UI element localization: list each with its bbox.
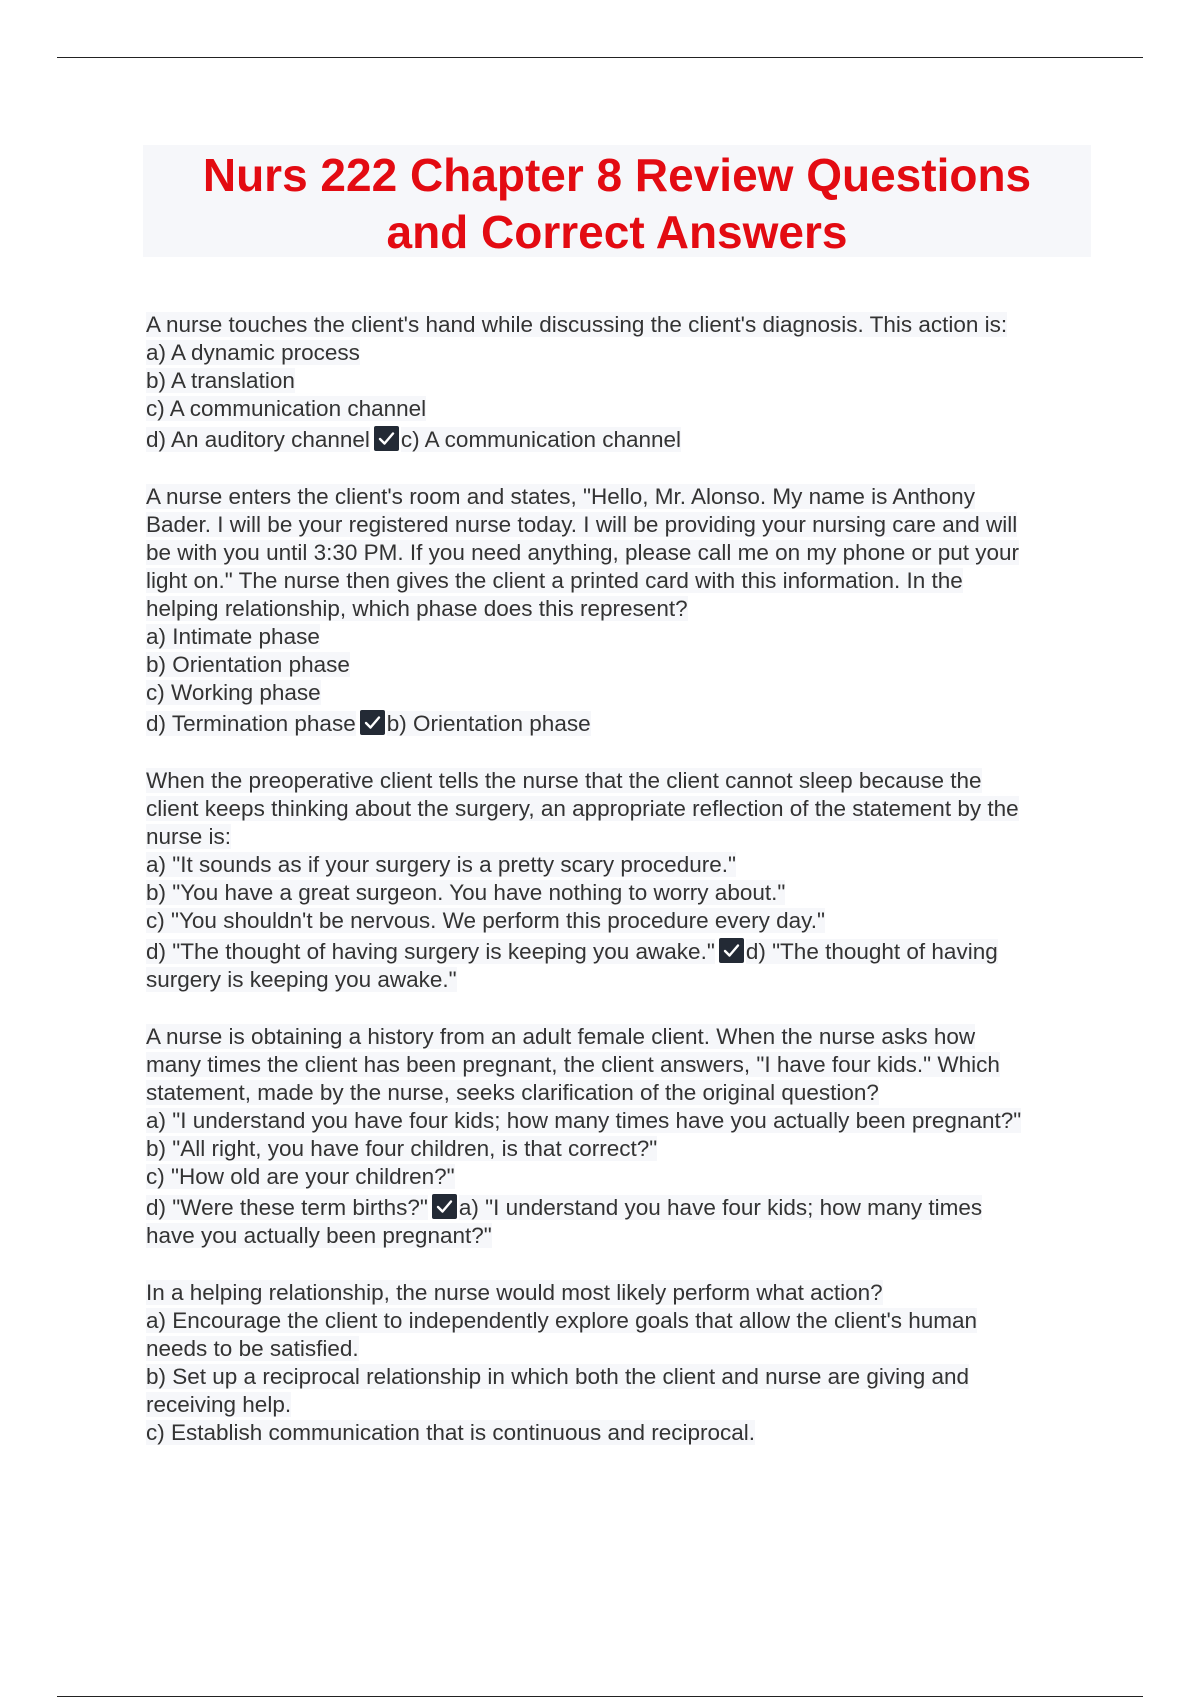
question-stem-line (146, 483, 1096, 511)
page-title (143, 145, 1091, 261)
question-block (146, 1023, 1096, 1250)
answer-option-text: c) "You shouldn't be nervous. We perform this procedure every day." (146, 908, 825, 933)
question-stem-text: When the preoperative client tells the nurse that the client cannot sleep because the (146, 768, 982, 793)
question-stem-line (146, 795, 1096, 823)
answer-option (146, 339, 1096, 367)
question-stem-line (146, 511, 1096, 539)
answer-option-text: d) "The thought of having surgery is keeping you awake." (146, 939, 715, 964)
title-line-2: and Correct Answers (386, 206, 848, 258)
answer-option-with-key (146, 426, 1096, 454)
question-stem-line (146, 567, 1096, 595)
question-stem-line (146, 539, 1096, 567)
answer-option (146, 1419, 1096, 1447)
answer-option (146, 1307, 1096, 1335)
questions-list (146, 311, 1096, 1476)
correct-answer-text: a) "I understand you have four kids; how many times (458, 1195, 983, 1220)
question-stem-text: be with you until 3:30 PM. If you need anything, please call me on my phone or put your (146, 540, 1020, 565)
answer-option-text: b) "All right, you have four children, is that correct?" (146, 1136, 658, 1161)
checkmark-icon (432, 1194, 457, 1219)
answer-option-text: b) Orientation phase (146, 652, 350, 677)
answer-option (146, 1363, 1096, 1391)
answer-option-with-key (146, 710, 1096, 738)
answer-option (146, 907, 1096, 935)
question-stem-line (146, 1279, 1096, 1307)
answer-option (146, 395, 1096, 423)
correct-answer-text: d) "The thought of having (745, 939, 998, 964)
question-stem-line (146, 1023, 1096, 1051)
correct-answer-text: c) A communication channel (400, 427, 682, 452)
answer-option-text: b) Set up a reciprocal relationship in which both the client and nurse are giving and (146, 1364, 969, 1389)
question-stem-text: A nurse is obtaining a history from an adult female client. When the nurse asks how (146, 1024, 976, 1049)
header-rule (57, 57, 1143, 58)
question-stem-text: In a helping relationship, the nurse would most likely perform what action? (146, 1280, 883, 1305)
answer-option (146, 679, 1096, 707)
question-stem-text: client keeps thinking about the surgery, an appropriate reflection of the statement by the (146, 796, 1019, 821)
answer-option-with-key (146, 938, 1096, 966)
answer-option (146, 623, 1096, 651)
answer-option-with-key (146, 1194, 1096, 1222)
question-stem-line (146, 311, 1096, 339)
question-stem-line (146, 1079, 1096, 1107)
answer-option-text: c) "How old are your children?" (146, 1164, 455, 1189)
question-stem-text: statement, made by the nurse, seeks clarification of the original question? (146, 1080, 879, 1105)
answer-option-text: b) A translation (146, 368, 295, 393)
question-stem-text: A nurse touches the client's hand while discussing the client's diagnosis. This action is: (146, 312, 1008, 337)
correct-answer-text: surgery is keeping you awake." (146, 967, 457, 992)
answer-option-text: a) "I understand you have four kids; how many times have you actually been pregnant?" (146, 1108, 1022, 1133)
answer-option (146, 879, 1096, 907)
answer-option-text: b) "You have a great surgeon. You have nothing to worry about." (146, 880, 786, 905)
question-stem-text: many times the client has been pregnant, the client answers, "I have four kids." Which (146, 1052, 1000, 1077)
checkmark-icon (719, 938, 744, 963)
footer-rule (57, 1696, 1143, 1697)
question-stem-text: Bader. I will be your registered nurse today. I will be providing your nursing care and will (146, 512, 1018, 537)
answer-option-text: receiving help. (146, 1392, 292, 1417)
answer-option-text: a) A dynamic process (146, 340, 360, 365)
question-block (146, 767, 1096, 994)
title-banner (143, 145, 1091, 257)
question-stem-line (146, 767, 1096, 795)
answer-option-text: c) Establish communication that is continuous and reciprocal. (146, 1420, 756, 1445)
answer-option (146, 1163, 1096, 1191)
question-stem-line (146, 1051, 1096, 1079)
answer-option (146, 367, 1096, 395)
checkmark-icon (360, 710, 385, 735)
answer-option (146, 651, 1096, 679)
answer-option-text: d) Termination phase (146, 711, 356, 736)
answer-option (146, 1135, 1096, 1163)
answer-option-text: a) Intimate phase (146, 624, 320, 649)
answer-option-text: d) "Were these term births?" (146, 1195, 428, 1220)
checkmark-icon (374, 426, 399, 451)
answer-option (146, 1107, 1096, 1135)
question-block (146, 483, 1096, 738)
question-stem-text: light on." The nurse then gives the client a printed card with this information. In the (146, 568, 963, 593)
answer-option-text: c) A communication channel (146, 396, 427, 421)
answer-option-text: needs to be satisfied. (146, 1336, 359, 1361)
title-line-1: Nurs 222 Chapter 8 Review Questions (202, 149, 1032, 201)
question-stem-text: nurse is: (146, 824, 232, 849)
correct-answer-continuation (146, 1222, 1096, 1250)
question-stem-line (146, 823, 1096, 851)
answer-option-text: d) An auditory channel (146, 427, 370, 452)
correct-answer-text: have you actually been pregnant?" (146, 1223, 492, 1248)
correct-answer-continuation (146, 966, 1096, 994)
question-stem-text: helping relationship, which phase does this represent? (146, 596, 688, 621)
answer-option (146, 1335, 1096, 1363)
answer-option (146, 851, 1096, 879)
question-block (146, 1279, 1096, 1447)
question-block (146, 311, 1096, 454)
correct-answer-text: b) Orientation phase (386, 711, 591, 736)
answer-option (146, 1391, 1096, 1419)
question-stem-line (146, 595, 1096, 623)
answer-option-text: a) Encourage the client to independently explore goals that allow the client's human (146, 1308, 978, 1333)
answer-option-text: a) "It sounds as if your surgery is a pretty scary procedure." (146, 852, 736, 877)
answer-option-text: c) Working phase (146, 680, 321, 705)
question-stem-text: A nurse enters the client's room and states, "Hello, Mr. Alonso. My name is Anthony (146, 484, 975, 509)
